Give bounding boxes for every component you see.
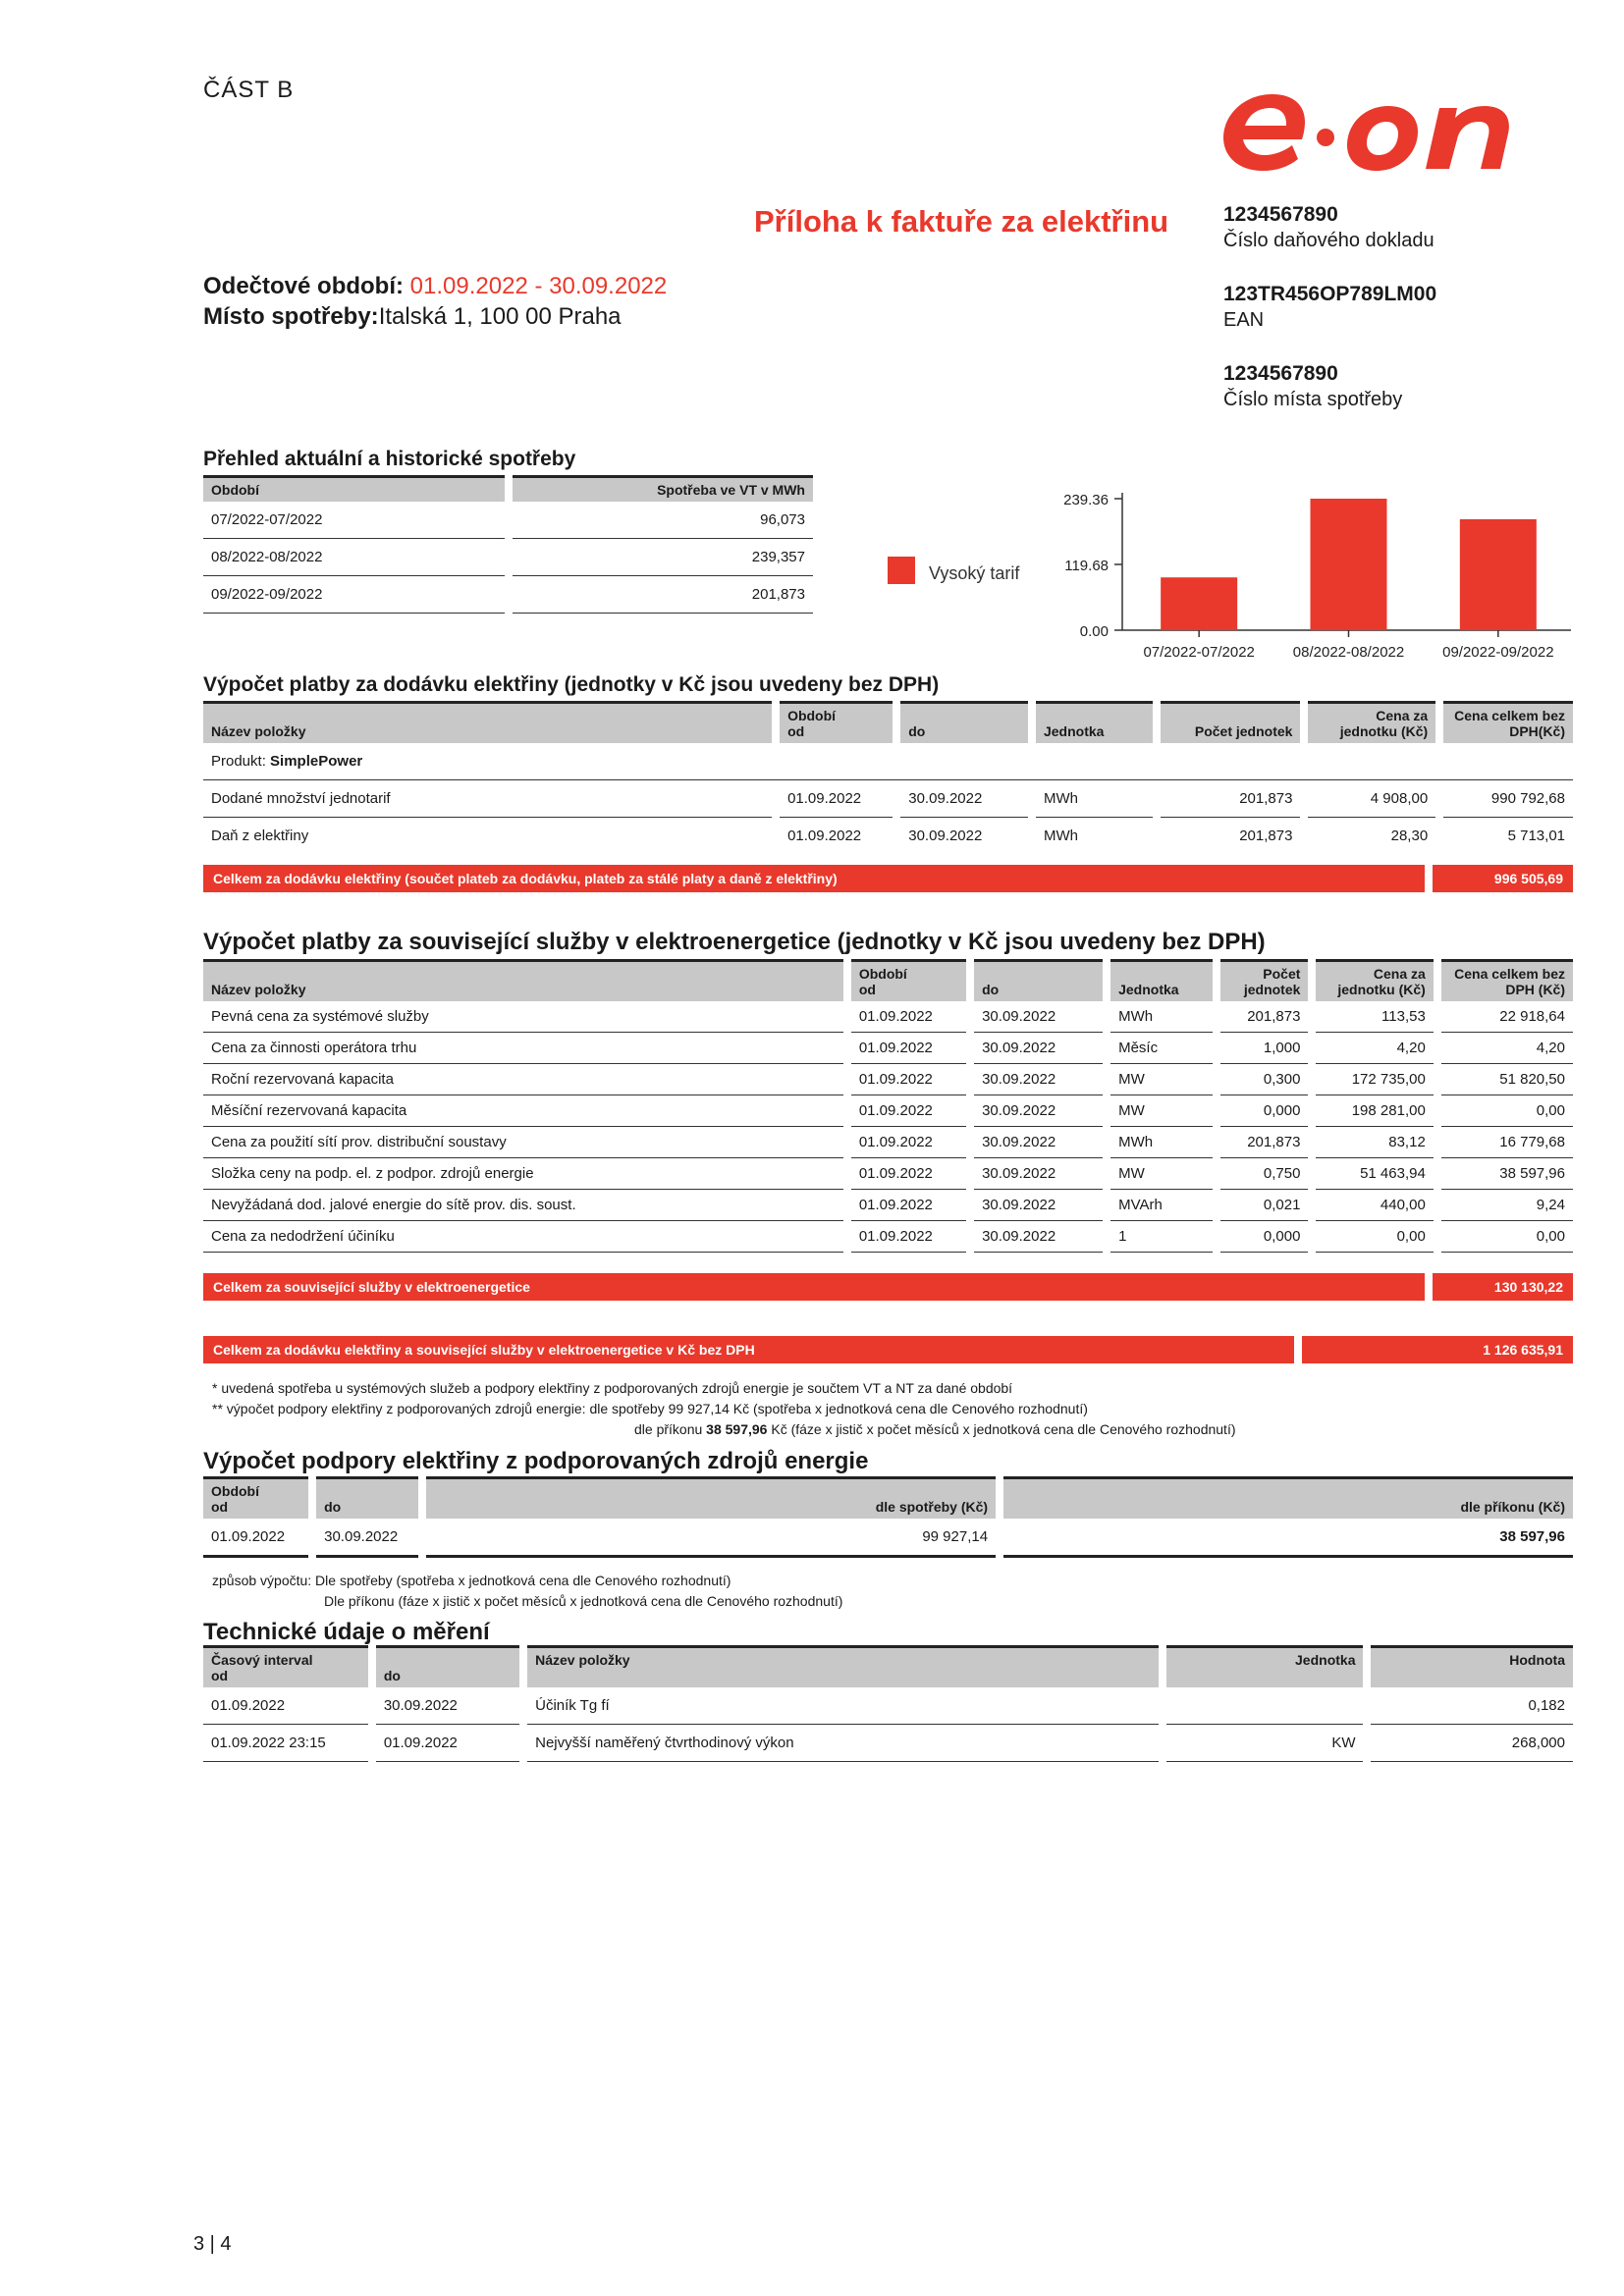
table-row: Daň z elektřiny 01.09.2022 30.09.2022 MWh 201,873 28,30 5 713,01	[211, 828, 1565, 844]
bar	[1161, 577, 1237, 630]
table-row: 09/2022-09/2022 201,873	[203, 576, 813, 614]
footnote-1: * uvedená spotřeba u systémových služeb a podpory elektřiny z podporovaných zdrojů energie je součtem VT a NT za dané období	[212, 1380, 1013, 1396]
table-row: 01.09.2022 30.09.2022 99 927,14 38 597,96	[203, 1519, 1573, 1558]
y-tick-label: 119.68	[1064, 558, 1109, 574]
table-row: 07/2022-07/2022 96,073	[203, 502, 813, 539]
supply-sum-label: Celkem za dodávku elektřiny (součet plateb za dodávku, plateb za stálé platy a daně z elektřiny)	[203, 865, 1425, 892]
table-row: 08/2022-08/2022 239,357	[203, 539, 813, 576]
table-row: Nevyžádaná dod. jalové energie do sítě prov. dis. soust. 01.09.2022 30.09.2022 MVArh 0,021 440,00 9,24	[203, 1190, 1573, 1221]
services-table: Název položky Období od do Jednotka Počet jednotek Cena za jednotku (Kč) Cena celkem bez DPH (Kč) Pevná cena za systémové služby 01.09.2022 30.09.2022 MWh 201,873 113,53 22 918,64 Cena za činnosti operátora trhu 01.09.2022 30.09.2022 Měsíc 1,000 4,20 4,20 Roční rezervovaná kapacita 01.09.2022 30.09.2022 MW 0,300 172 735,00 51 820,50 Měsíční rezervovaná kapacita 01.09.2022 30.09.2022 MW 0,000 198 281,00 0,00 Cena za použití sítí prov. distribuční soustavy 01.09.2022 30.09.2022 MWh 201,873 83,12 16 779,68 Složka ceny na podp. el. z podpor. zdrojů energie 01.09.2022 30.09.2022 MW 0,750 51 463,94 38 597,96 Nevyžádaná dod. jalové energie do sítě prov. dis. soust. 01.09.2022 30.09.2022 MVArh 0,021 440,00 9,24 Cena za nedodržení účiníku 01.09.2022 30.09.2022 1 0,000 0,00 0,00	[195, 959, 1581, 1253]
product-row: Produkt: SimplePower	[203, 743, 1573, 780]
services-sum-value: 130 130,22	[1433, 1273, 1573, 1301]
table-row: 01.09.2022 30.09.2022 Účiník Tg fí 0,182	[203, 1687, 1573, 1725]
bar	[1460, 519, 1537, 630]
supply-sum-value: 996 505,69	[1433, 865, 1573, 892]
technical-title: Technické údaje o měření	[203, 1619, 490, 1645]
table-row: Cena za použití sítí prov. distribuční soustavy 01.09.2022 30.09.2022 MWh 201,873 83,12 16 779,68	[203, 1127, 1573, 1158]
y-tick-label: 0.00	[1079, 623, 1109, 640]
document-title: Příloha k faktuře za elektřinu	[754, 204, 1169, 239]
reading-period: Odečtové období: 01.09.2022 - 30.09.2022 Místo spotřeby:Italská 1, 100 00 Praha	[203, 273, 668, 330]
table-row: Dodané množství jednotarif 01.09.2022 30.09.2022 MWh 201,873 4 908,00 990 792,68	[203, 780, 1573, 818]
legend-swatch	[888, 557, 915, 584]
support-title: Výpočet podpory elektřiny z podporovaných zdrojů energie	[203, 1448, 869, 1474]
overview-title: Přehled aktuální a historické spotřeby	[203, 448, 576, 470]
legend-label: Vysoký tarif	[929, 563, 1020, 583]
table-row: Roční rezervovaná kapacita 01.09.2022 30.09.2022 MW 0,300 172 735,00 51 820,50	[203, 1064, 1573, 1095]
col-consumption: Spotřeba ve VT v MWh	[513, 475, 813, 502]
table-row: Měsíční rezervovaná kapacita 01.09.2022 30.09.2022 MW 0,000 198 281,00 0,00	[203, 1095, 1573, 1127]
table-row: Složka ceny na podp. el. z podpor. zdrojů energie 01.09.2022 30.09.2022 MW 0,750 51 463,94 38 597,96	[203, 1158, 1573, 1190]
x-tick-label: 07/2022-07/2022	[1143, 644, 1255, 661]
support-table: Období od do dle spotřeby (Kč) dle příkonu (Kč) 01.09.2022 30.09.2022 99 927,14 38 597,96	[195, 1476, 1581, 1558]
method-line-2: Dle příkonu (fáze x jistič x počet měsíců x jednotková cena dle Cenového rozhodnutí)	[324, 1593, 843, 1609]
method-line-1: způsob výpočtu: Dle spotřeby (spotřeba x jednotková cena dle Cenového rozhodnutí)	[212, 1573, 731, 1588]
footnote-2: ** výpočet podpory elektřiny z podporovaných zdrojů energie: dle spotřeby 99 927,14 Kč (spotřeba x jednotková cena dle Cenového rozhodnutí)	[212, 1401, 1088, 1416]
table-row: Cena za nedodržení účiníku 01.09.2022 30.09.2022 1 0,000 0,00 0,00	[203, 1221, 1573, 1253]
x-tick-label: 09/2022-09/2022	[1442, 644, 1554, 661]
overview-table	[195, 475, 821, 614]
consumption-place-number: 1234567890 Číslo místa spotřeby	[1223, 362, 1403, 410]
page-number: 3 | 4	[193, 2233, 232, 2255]
grand-total-value: 1 126 635,91	[1302, 1336, 1573, 1363]
consumption-chart	[884, 479, 1581, 671]
col-period: Období	[203, 475, 505, 502]
services-sum-label: Celkem za související služby v elektroenergetice	[203, 1273, 1425, 1301]
footnote-3: dle příkonu 38 597,96 Kč (fáze x jistič x počet měsíců x jednotková cena dle Cenového rozhodnutí)	[634, 1421, 1236, 1437]
services-title: Výpočet platby za související služby v elektroenergetice (jednotky v Kč jsou uvedeny bez DPH)	[203, 929, 1266, 955]
ean-number: 123TR456OP789LM00 EAN	[1223, 283, 1437, 331]
bar	[1311, 499, 1387, 630]
table-row: Cena za činnosti operátora trhu 01.09.2022 30.09.2022 Měsíc 1,000 4,20 4,20	[203, 1033, 1573, 1064]
tax-document-number: 1234567890 Číslo daňového dokladu	[1223, 203, 1435, 251]
y-tick-label: 239.36	[1063, 492, 1109, 508]
technical-table: Časový interval od do Název položky Jednotka Hodnota 01.09.2022 30.09.2022 Účiník Tg fí 0,182 01.09.2022 23:15 01.09.2022 Nejvyšší naměřený čtvrthodinový výkon KW 268,000	[195, 1645, 1581, 1762]
table-row: Pevná cena za systémové služby 01.09.2022 30.09.2022 MWh 201,873 113,53 22 918,64	[203, 1001, 1573, 1033]
grand-total-label: Celkem za dodávku elektřiny a související služby v elektroenergetice v Kč bez DPH	[203, 1336, 1294, 1363]
x-tick-label: 08/2022-08/2022	[1292, 644, 1405, 661]
document-part: ČÁST B	[203, 77, 295, 103]
supply-title: Výpočet platby za dodávku elektřiny (jednotky v Kč jsou uvedeny bez DPH)	[203, 673, 940, 696]
eon-logo	[1216, 77, 1549, 175]
table-row: 01.09.2022 23:15 01.09.2022 Nejvyšší naměřený čtvrthodinový výkon KW 268,000	[203, 1725, 1573, 1762]
supply-table: Název položky Období od do Jednotka Počet jednotek Cena za jednotku (Kč) Cena celkem bez DPH(Kč) Produkt: SimplePower Dodané množství jednotarif 01.09.2022 30.09.2022 MWh 201,873 4 908,00 990 792,68 Daň z elektřiny 01.09.2022 30.09.2022 MWh 201,873 28,30 5 713,01	[195, 701, 1581, 854]
